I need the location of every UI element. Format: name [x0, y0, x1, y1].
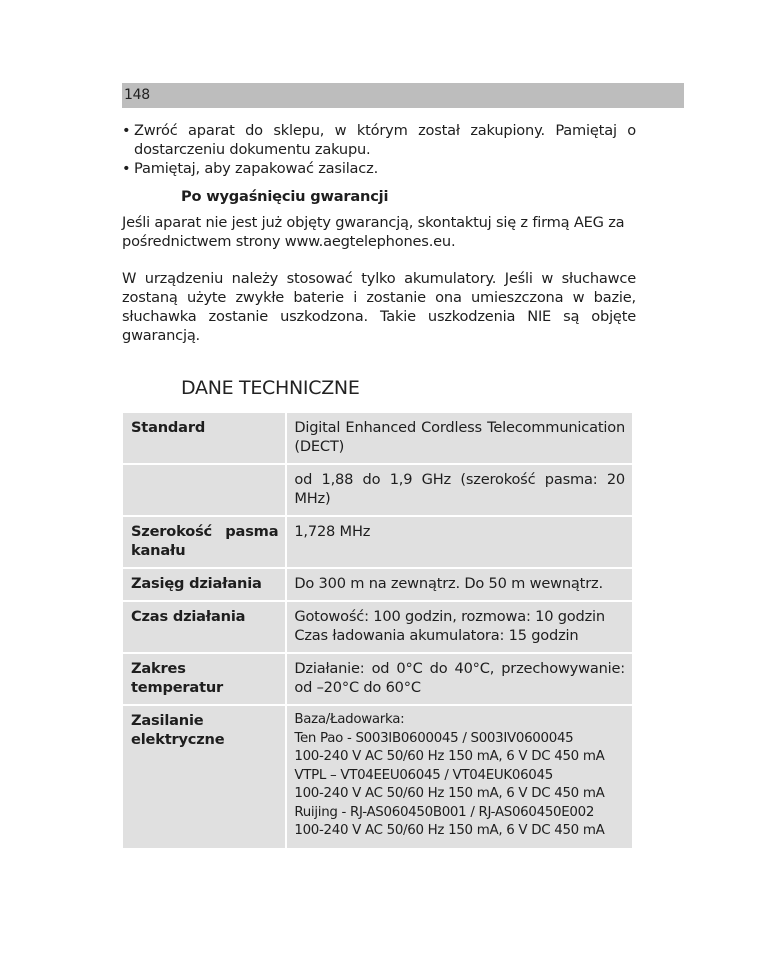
battery-note: W urządzeniu należy stosować tylko akumulatory. Jeśli w słuchawce zostaną użyte zwykłe baterie i zostanie ona umieszczona w bazie, słuchawka zostanie uszkodzona. Takie uszkodzenia NIE są objęte gwarancją. [122, 270, 636, 344]
spec-key: Czas działania [123, 602, 285, 652]
table-row [123, 569, 632, 600]
spec-value: Gotowość: 100 godzin, rozmowa: 10 godzin Czas ładowania akumulatora: 15 godzin [287, 602, 632, 652]
spec-value: Digital Enhanced Cordless Telecommunication (DECT) [287, 413, 632, 463]
spec-key: Zasięg działania [123, 569, 285, 600]
after-warranty-heading: Po wygaśnięciu gwarancji [181, 188, 389, 205]
spec-value: Do 300 m na zewnątrz. Do 50 m wewnątrz. [287, 569, 632, 600]
spec-key: Zasilanie elektryczne [123, 706, 285, 848]
after-warranty-text: Jeśli aparat nie jest już objęty gwarancją, skontaktuj się z firmą AEG za pośrednictwem strony www.aegtelephones.eu. [122, 214, 625, 250]
table-row [123, 413, 632, 463]
table-row [123, 602, 632, 652]
power-line: VTPL – VT04EEU06045 / VT04EUK06045 [294, 767, 553, 783]
bullet-dot-icon: • [122, 160, 131, 177]
bullet-text: Zwróć aparat do sklepu, w którym został zakupiony. Pamiętaj o dostarczeniu dokumentu zakupu. [134, 122, 636, 158]
bullet-item [122, 159, 636, 178]
page-number: 148 [124, 87, 150, 103]
spec-value-power [287, 706, 632, 848]
spec-key [123, 465, 285, 515]
bullet-list [122, 121, 636, 178]
page-header-bar [122, 83, 684, 108]
bullet-item [122, 121, 636, 159]
power-line: 100-240 V AC 50/60 Hz 150 mA, 6 V DC 450 mA [294, 823, 605, 838]
tech-section-title: DANE TECHNICZNE [181, 377, 360, 399]
power-line: Ruijing - RJ-AS060450B001 / RJ-AS060450E002 [294, 804, 595, 820]
spec-value: 1,728 MHz [287, 517, 632, 567]
power-line: Baza/Ładowarka: [294, 712, 405, 727]
table-row [123, 654, 632, 704]
table-row [123, 517, 632, 567]
spec-key: Szerokość pasma kanału [123, 517, 285, 567]
power-line: 100-240 V AC 50/60 Hz 150 mA, 6 V DC 450 mA [294, 786, 605, 801]
table-row [123, 465, 632, 515]
table-row [123, 706, 632, 848]
power-line: Ten Pao - S003IB0600045 / S003IV0600045 [294, 730, 574, 746]
bullet-dot-icon: • [122, 122, 131, 139]
power-line: 100-240 V AC 50/60 Hz 150 mA, 6 V DC 450 mA [294, 749, 605, 764]
tech-spec-table [121, 411, 634, 850]
bullet-text: Pamiętaj, aby zapakować zasilacz. [134, 160, 379, 177]
spec-value: od 1,88 do 1,9 GHz (szerokość pasma: 20 MHz) [287, 465, 632, 515]
spec-key: Standard [123, 413, 285, 463]
spec-value: Działanie: od 0°C do 40°C, przechowywanie: od –20°C do 60°C [287, 654, 632, 704]
spec-key: Zakres temperatur [123, 654, 285, 704]
